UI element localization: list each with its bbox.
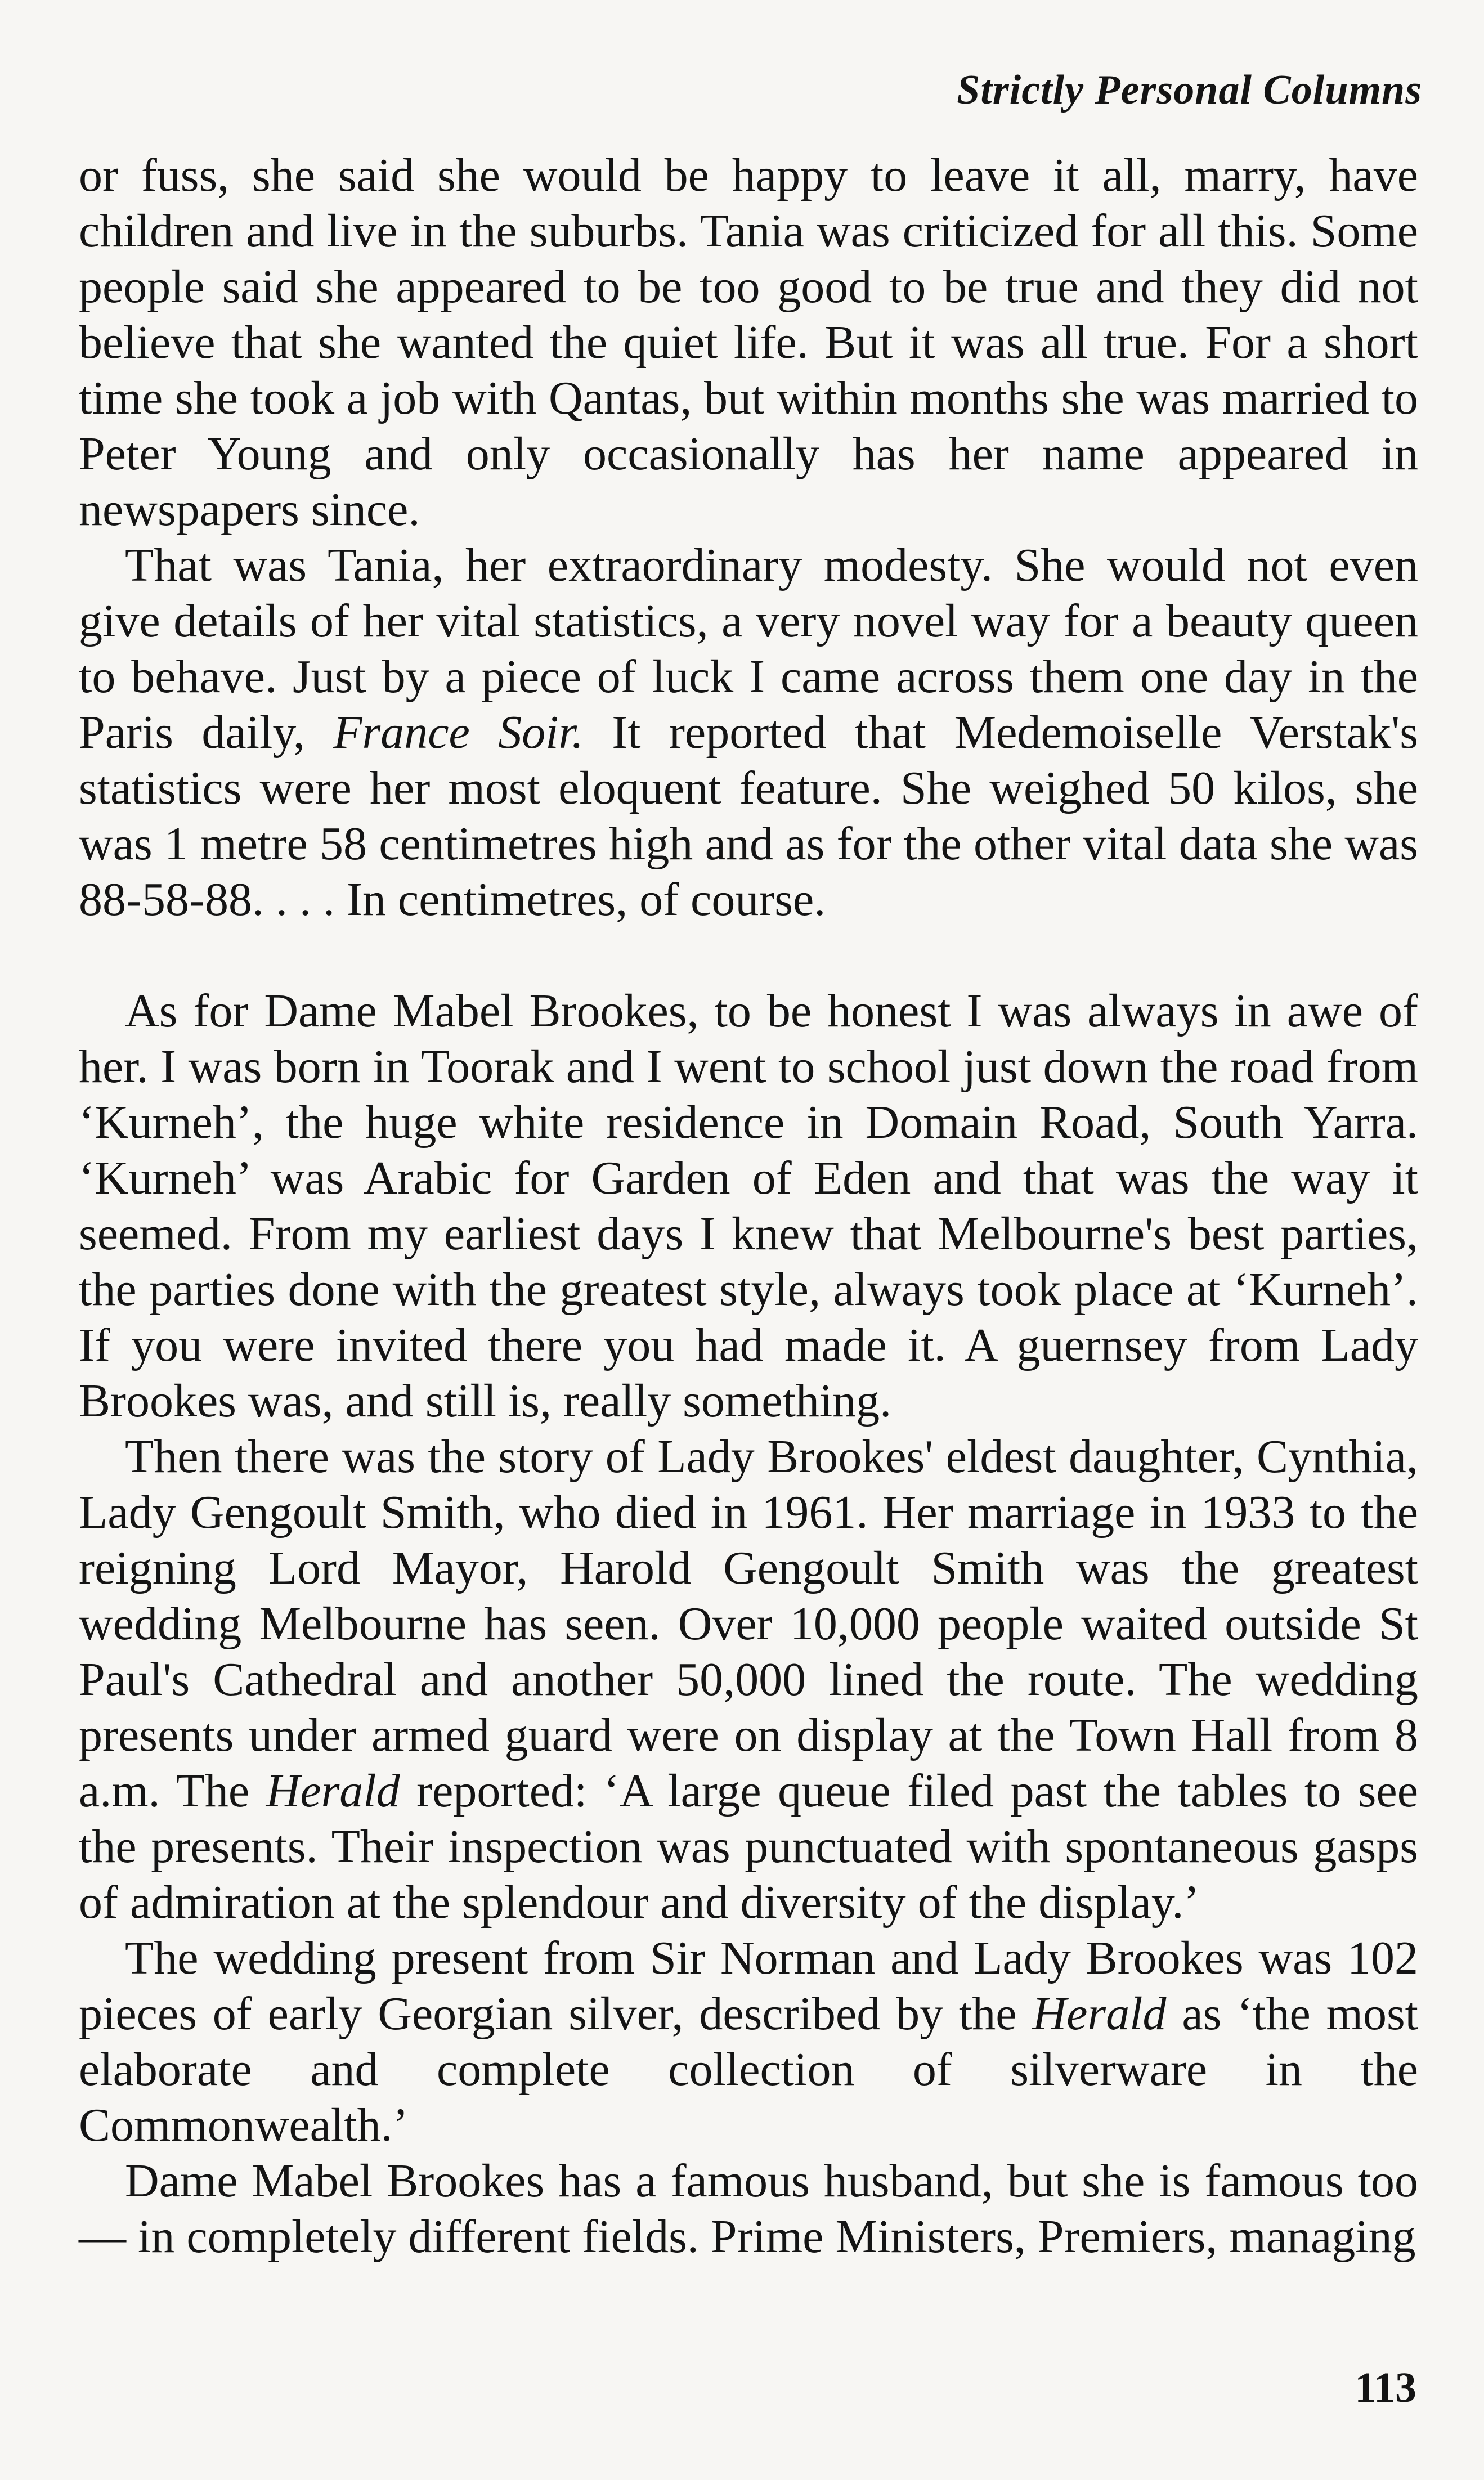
paragraph-2 bbox=[79, 537, 1418, 927]
paragraph-5-text-a: The wedding present from Sir Norman and Lady Brookes was 102 pieces of early Georgian silver, described by the bbox=[79, 1932, 1418, 2040]
page-number: 113 bbox=[1355, 2364, 1416, 2411]
paragraph-4 bbox=[79, 1429, 1418, 1930]
paragraph-3: As for Dame Mabel Brookes, to be honest I was always in awe of her. I was born in Toorak and I went to school just down the road from ‘Kurneh’, the huge white residence in Domain Road, South Yarra. ‘Kurneh’ was Arabic for Garden of Eden and that was the way it seemed. From my earliest days I knew that Melbourne's best parties, the parties done with the greatest style, always took place at ‘Kurneh’. If you were invited there you had made it. A guernsey from Lady Brookes was, and still is, really something. bbox=[79, 985, 1418, 1427]
paragraph-1: or fuss, she said she would be happy to leave it all, marry, have children and live in the suburbs. Tania was criticized for all this. Some people said she appeared to be too good to be true and they did not believe that she wanted the quiet life. But it was all true. For a short time she took a job with Qantas, but within months she was married to Peter Young and only occasionally has her name appeared in newspapers since. bbox=[79, 149, 1418, 536]
running-head: Strictly Personal Columns bbox=[957, 67, 1422, 113]
paragraph-6: Dame Mabel Brookes has a famous husband, but she is famous too — in completely different fields. Prime Ministers, Premiers, managing bbox=[79, 2155, 1418, 2263]
newspaper-title-france-soir: France Soir. bbox=[333, 706, 584, 759]
newspaper-title-herald: Herald bbox=[266, 1765, 400, 1817]
newspaper-title-herald: Herald bbox=[1032, 1988, 1167, 2040]
paragraph-4-text-b: reported: ‘A large queue filed past the tables to see the presents. Their inspection was punctuated with spontaneous gasps of admiration at the splendour and diversity of the display.’ bbox=[79, 1765, 1418, 1929]
body-text bbox=[79, 147, 1418, 2264]
paragraph-5-text-b: as ‘the most elaborate and complete collection of silverware in the Commonwealth.’ bbox=[79, 1988, 1419, 2151]
paragraph-2-text-a: That was Tania, her extraordinary modesty. She would not even give details of her vital statistics, a very novel way for a beauty queen to behave. Just by a piece of luck I came across them one day in the Paris daily, bbox=[79, 539, 1418, 759]
paragraph-2-text-b: It reported that Medemoiselle Verstak's statistics were her most eloquent feature. She weighed 50 kilos, she was 1 metre 58 centimetres high and as for the other vital data she was 88-58-88. . . . In centimetres, of course. bbox=[79, 706, 1418, 926]
section-break bbox=[79, 927, 1418, 983]
paragraph-4-text-a: Then there was the story of Lady Brookes' eldest daughter, Cynthia, Lady Gengoult Smith, who died in 1961. Her marriage in 1933 to the reigning Lord Mayor, Harold Gengoult Smith was the greatest wedding Melbourne has seen. Over 10,000 people waited outside St Paul's Cathedral and another 50,000 lined the route. The wedding presents under armed guard were on display at the Town Hall from 8 a.m. The bbox=[79, 1430, 1418, 1817]
paragraph-5 bbox=[79, 1930, 1418, 2153]
